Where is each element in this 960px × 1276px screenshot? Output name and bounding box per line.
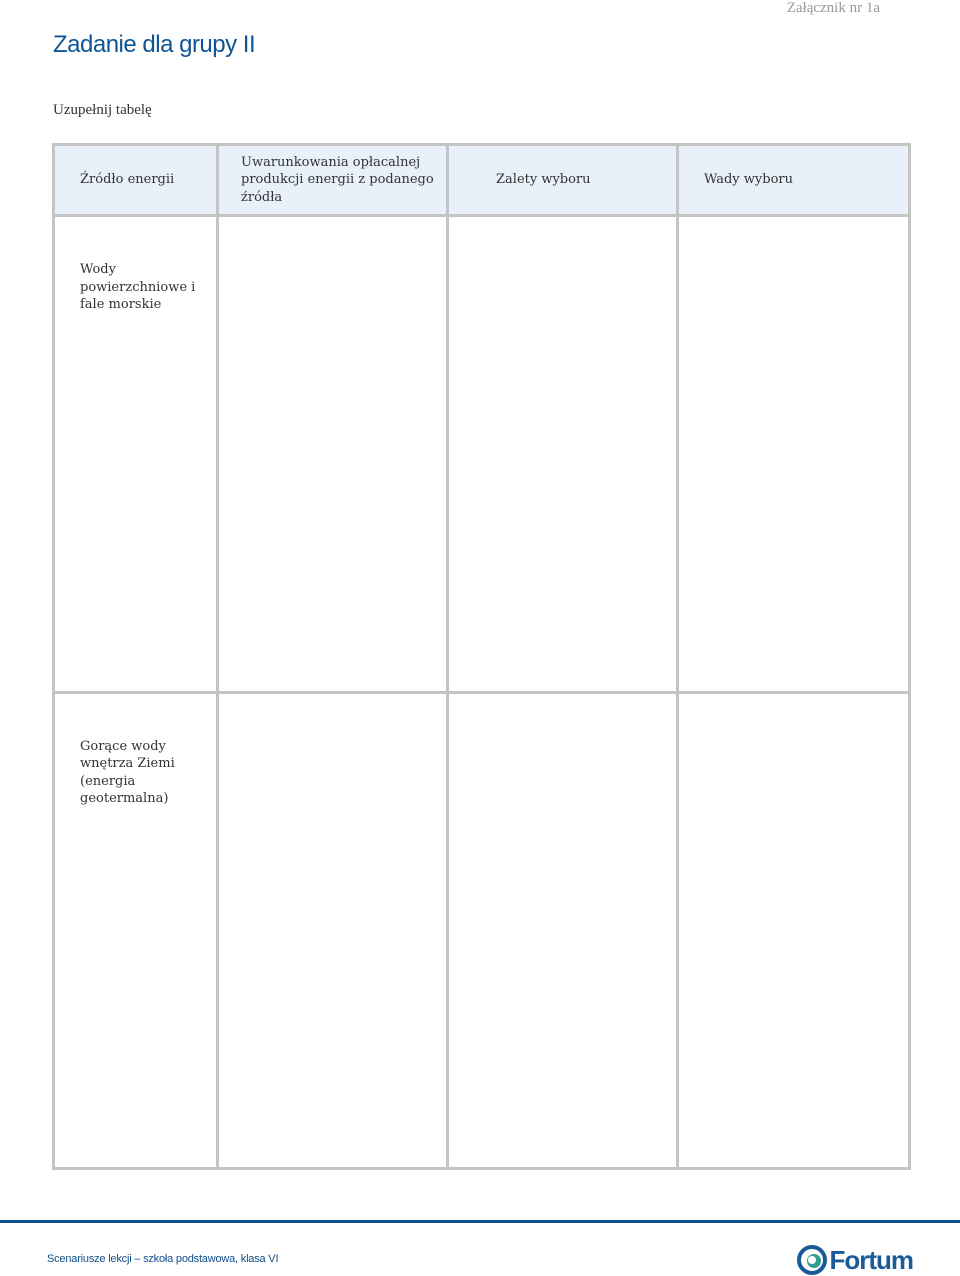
conditions-cell[interactable] [218,692,448,1168]
column-header-disadvantages: Wady wyboru [678,145,910,216]
fortum-logo-icon [797,1245,827,1275]
annex-label: Załącznik nr 1a [786,0,880,16]
instruction-text: Uzupełnij tabelę [53,102,152,118]
table-row [54,216,910,692]
table-header-row [54,145,910,216]
footer-divider [0,1220,960,1223]
worksheet-table [52,143,911,1170]
advantages-cell[interactable] [448,692,678,1168]
advantages-cell[interactable] [448,216,678,692]
fortum-logo-text: Fortum [829,1244,913,1275]
row-source-label: Wody powierzchniowe i fale morskie [54,216,218,692]
column-header-source: Źródło energii [54,145,218,216]
conditions-cell[interactable] [218,216,448,692]
row-source-label: Gorące wody wnętrza Ziemi (energia geotermalna) [54,692,218,1168]
column-header-conditions: Uwarunkowania opłacalnej produkcji energii z podanego źródła [218,145,448,216]
footer-series-label: Scenariusze lekcji – szkoła podstawowa, klasa VI [47,1253,279,1265]
column-header-advantages: Zalety wyboru [448,145,678,216]
table-row [54,692,910,1168]
disadvantages-cell[interactable] [678,692,910,1168]
fortum-logo [797,1244,913,1276]
page-title: Zadanie dla grupy II [53,31,256,58]
disadvantages-cell[interactable] [678,216,910,692]
